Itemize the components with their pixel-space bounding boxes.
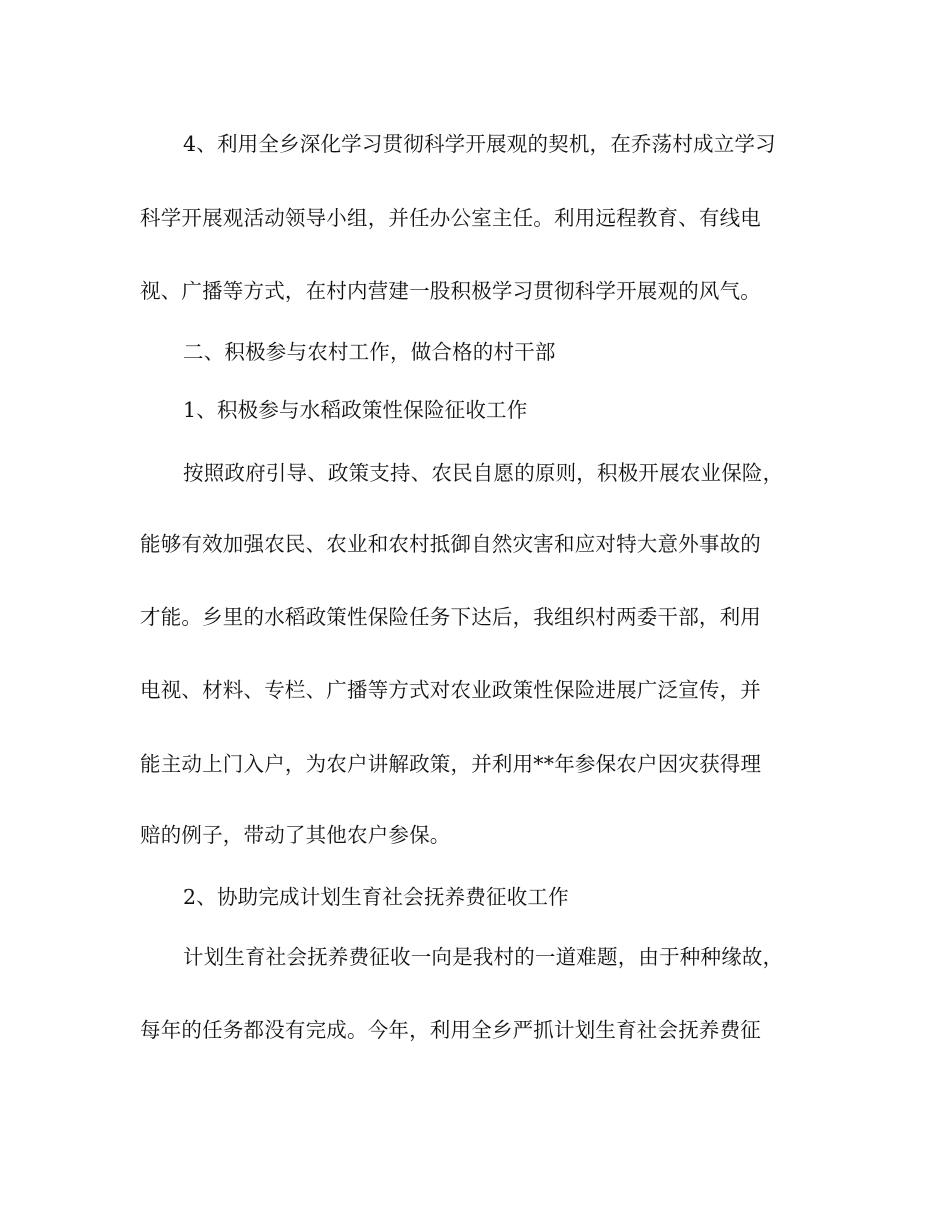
paragraph-line: 能主动上门入户，为农户讲解政策，并利用**年参保农户因灾获得理	[140, 752, 762, 776]
paragraph-line: 按照政府引导、政策支持、农民自愿的原则，积极开展农业保险，	[183, 461, 784, 485]
paragraph-line: 电视、材料、专栏、广播等方式对农业政策性保险进展广泛宣传，并	[140, 678, 761, 702]
paragraph-line: 才能。乡里的水稻政策性保险任务下达后，我组织村两委干部，利用	[140, 605, 761, 629]
section-heading: 二、积极参与农村工作，做合格的村干部	[183, 340, 556, 364]
paragraph-line: 视、广播等方式，在村内营建一股积极学习贯彻科学开展观的风气。	[140, 279, 761, 303]
subsection-heading: 1、积极参与水稻政策性保险征收工作	[183, 398, 528, 422]
subsection-heading: 2、协助完成计划生育社会抚养费征收工作	[183, 885, 569, 909]
paragraph-line: 赔的例子，带动了其他农户参保。	[140, 823, 451, 847]
paragraph-line: 能够有效加强农民、农业和农村抵御自然灾害和应对特大意外事故的	[140, 532, 761, 556]
paragraph-line: 计划生育社会抚养费征收一向是我村的一道难题，由于种种缘故，	[183, 945, 784, 969]
paragraph-line: 科学开展观活动领导小组，并任办公室主任。利用远程教育、有线电	[140, 206, 761, 230]
paragraph-line: 4、利用全乡深化学习贯彻科学开展观的契机，在乔荡村成立学习	[183, 132, 776, 156]
paragraph-line: 每年的任务都没有完成。今年，利用全乡严抓计划生育社会抚养费征	[140, 1018, 761, 1042]
